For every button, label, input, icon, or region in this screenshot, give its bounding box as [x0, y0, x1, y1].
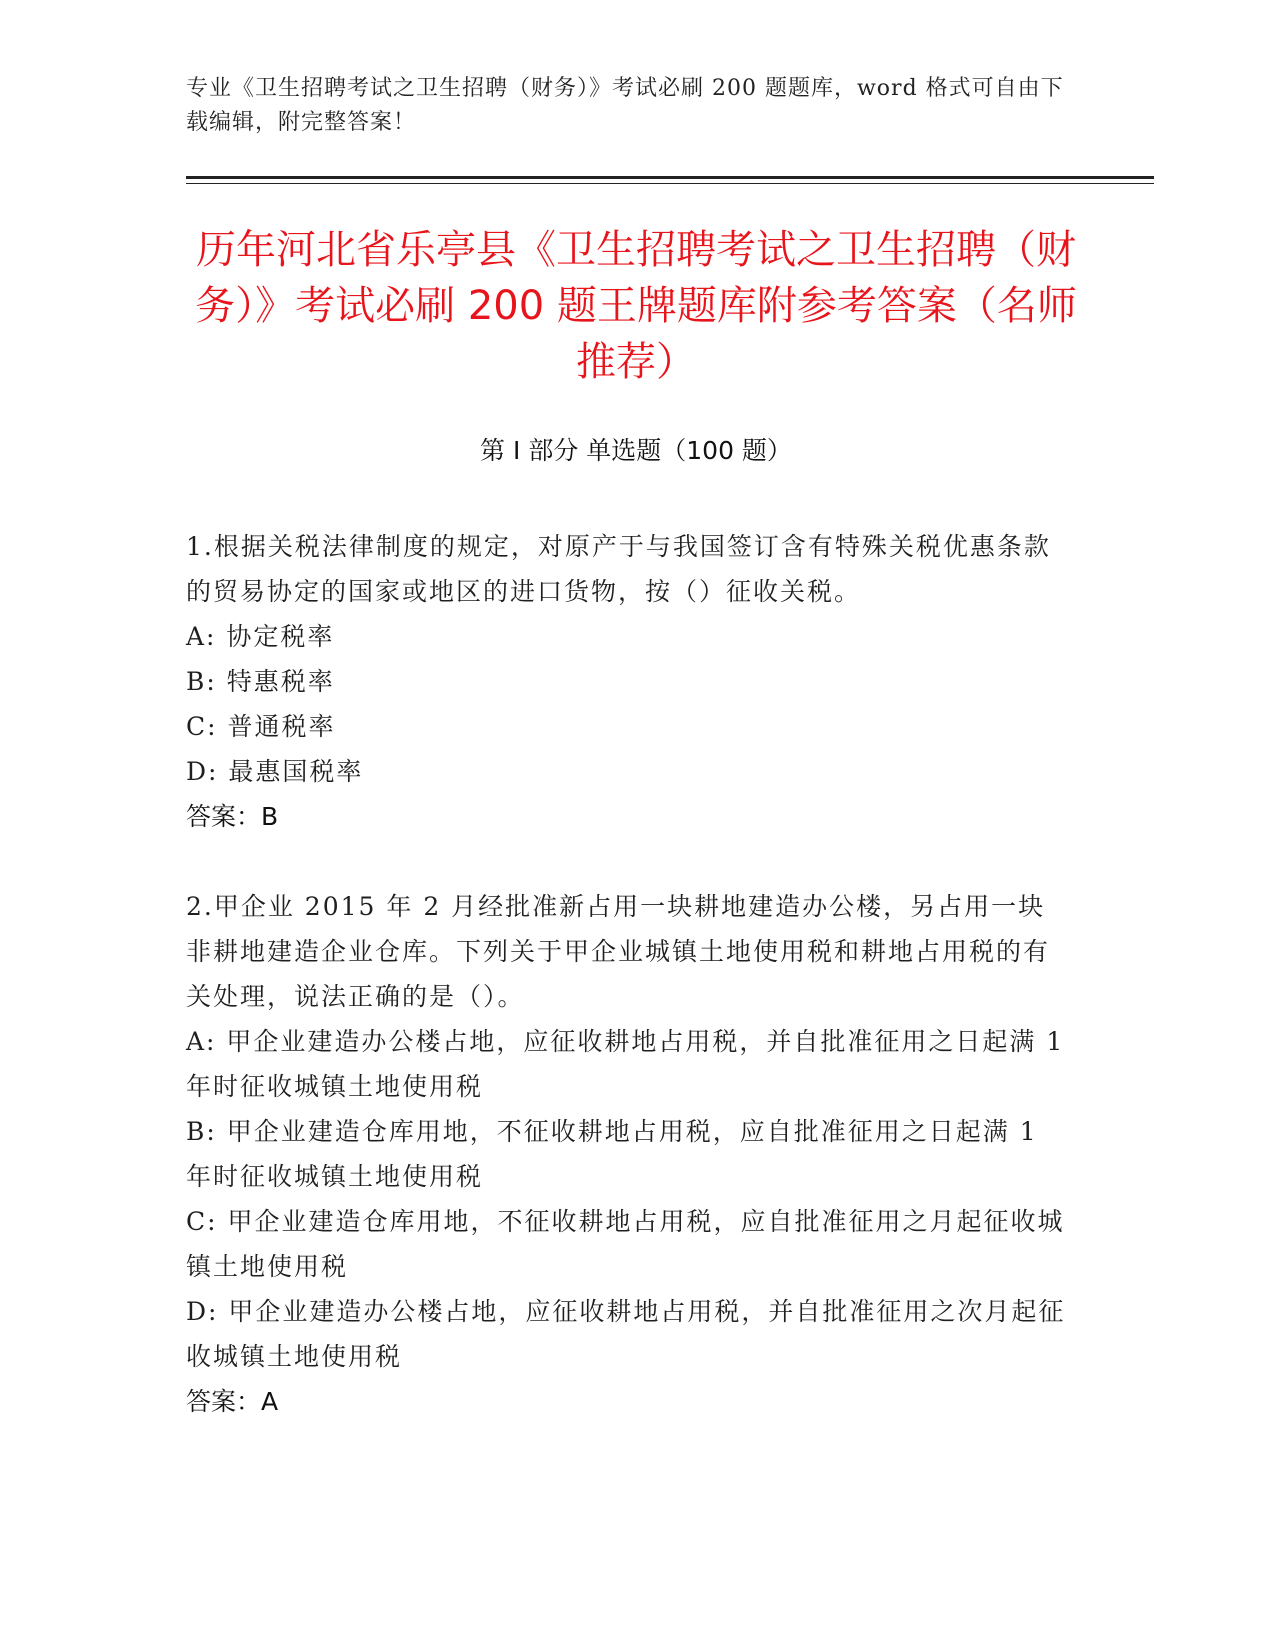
option-d: D: 最惠国税率 [186, 757, 364, 786]
header-rule-thick [186, 176, 1154, 179]
answer: 答案：B [186, 802, 279, 831]
question-1 [186, 524, 1071, 839]
option-d: D: 甲企业建造办公楼占地，应征收耕地占用税，并自批准征用之次月起征收城镇土地使用税 [186, 1297, 1066, 1371]
section-heading: 第 I 部分 单选题（100 题） [480, 436, 792, 465]
question-2 [186, 884, 1071, 1424]
option-c: C: 甲企业建造仓库用地，不征收耕地占用税，应自批准征用之月起征收城镇土地使用税 [186, 1207, 1065, 1281]
question-stem: 2.甲企业 2015 年 2 月经批准新占用一块耕地建造办公楼，另占用一块非耕地建造企业仓库。下列关于甲企业城镇土地使用税和耕地占用税的有关处理，说法正确的是（）。 [186, 892, 1051, 1011]
header-note: 专业《卫生招聘考试之卫生招聘（财务）》考试必刷 200 题题库，word 格式可自由下载编辑，附完整答案！ [186, 76, 1064, 135]
option-a: A: 甲企业建造办公楼占地，应征收耕地占用税，并自批准征用之日起满 1 年时征收城镇土地使用税 [186, 1027, 1065, 1101]
document-title: 历年河北省乐亭县《卫生招聘考试之卫生招聘（财务）》考试必刷 200 题王牌题库附参考答案（名师推荐） [195, 227, 1077, 385]
question-stem: 1.根据关税法律制度的规定，对原产于与我国签订含有特殊关税优惠条款的贸易协定的国家或地区的进口货物，按（）征收关税。 [186, 532, 1051, 606]
option-a: A: 协定税率 [186, 622, 335, 651]
option-b: B: 特惠税率 [186, 667, 335, 696]
header-rule-thin [186, 183, 1154, 184]
option-b: B: 甲企业建造仓库用地，不征收耕地占用税，应自批准征用之日起满 1 年时征收城镇土地使用税 [186, 1117, 1038, 1191]
option-c: C: 普通税率 [186, 712, 336, 741]
answer: 答案：A [186, 1387, 279, 1416]
